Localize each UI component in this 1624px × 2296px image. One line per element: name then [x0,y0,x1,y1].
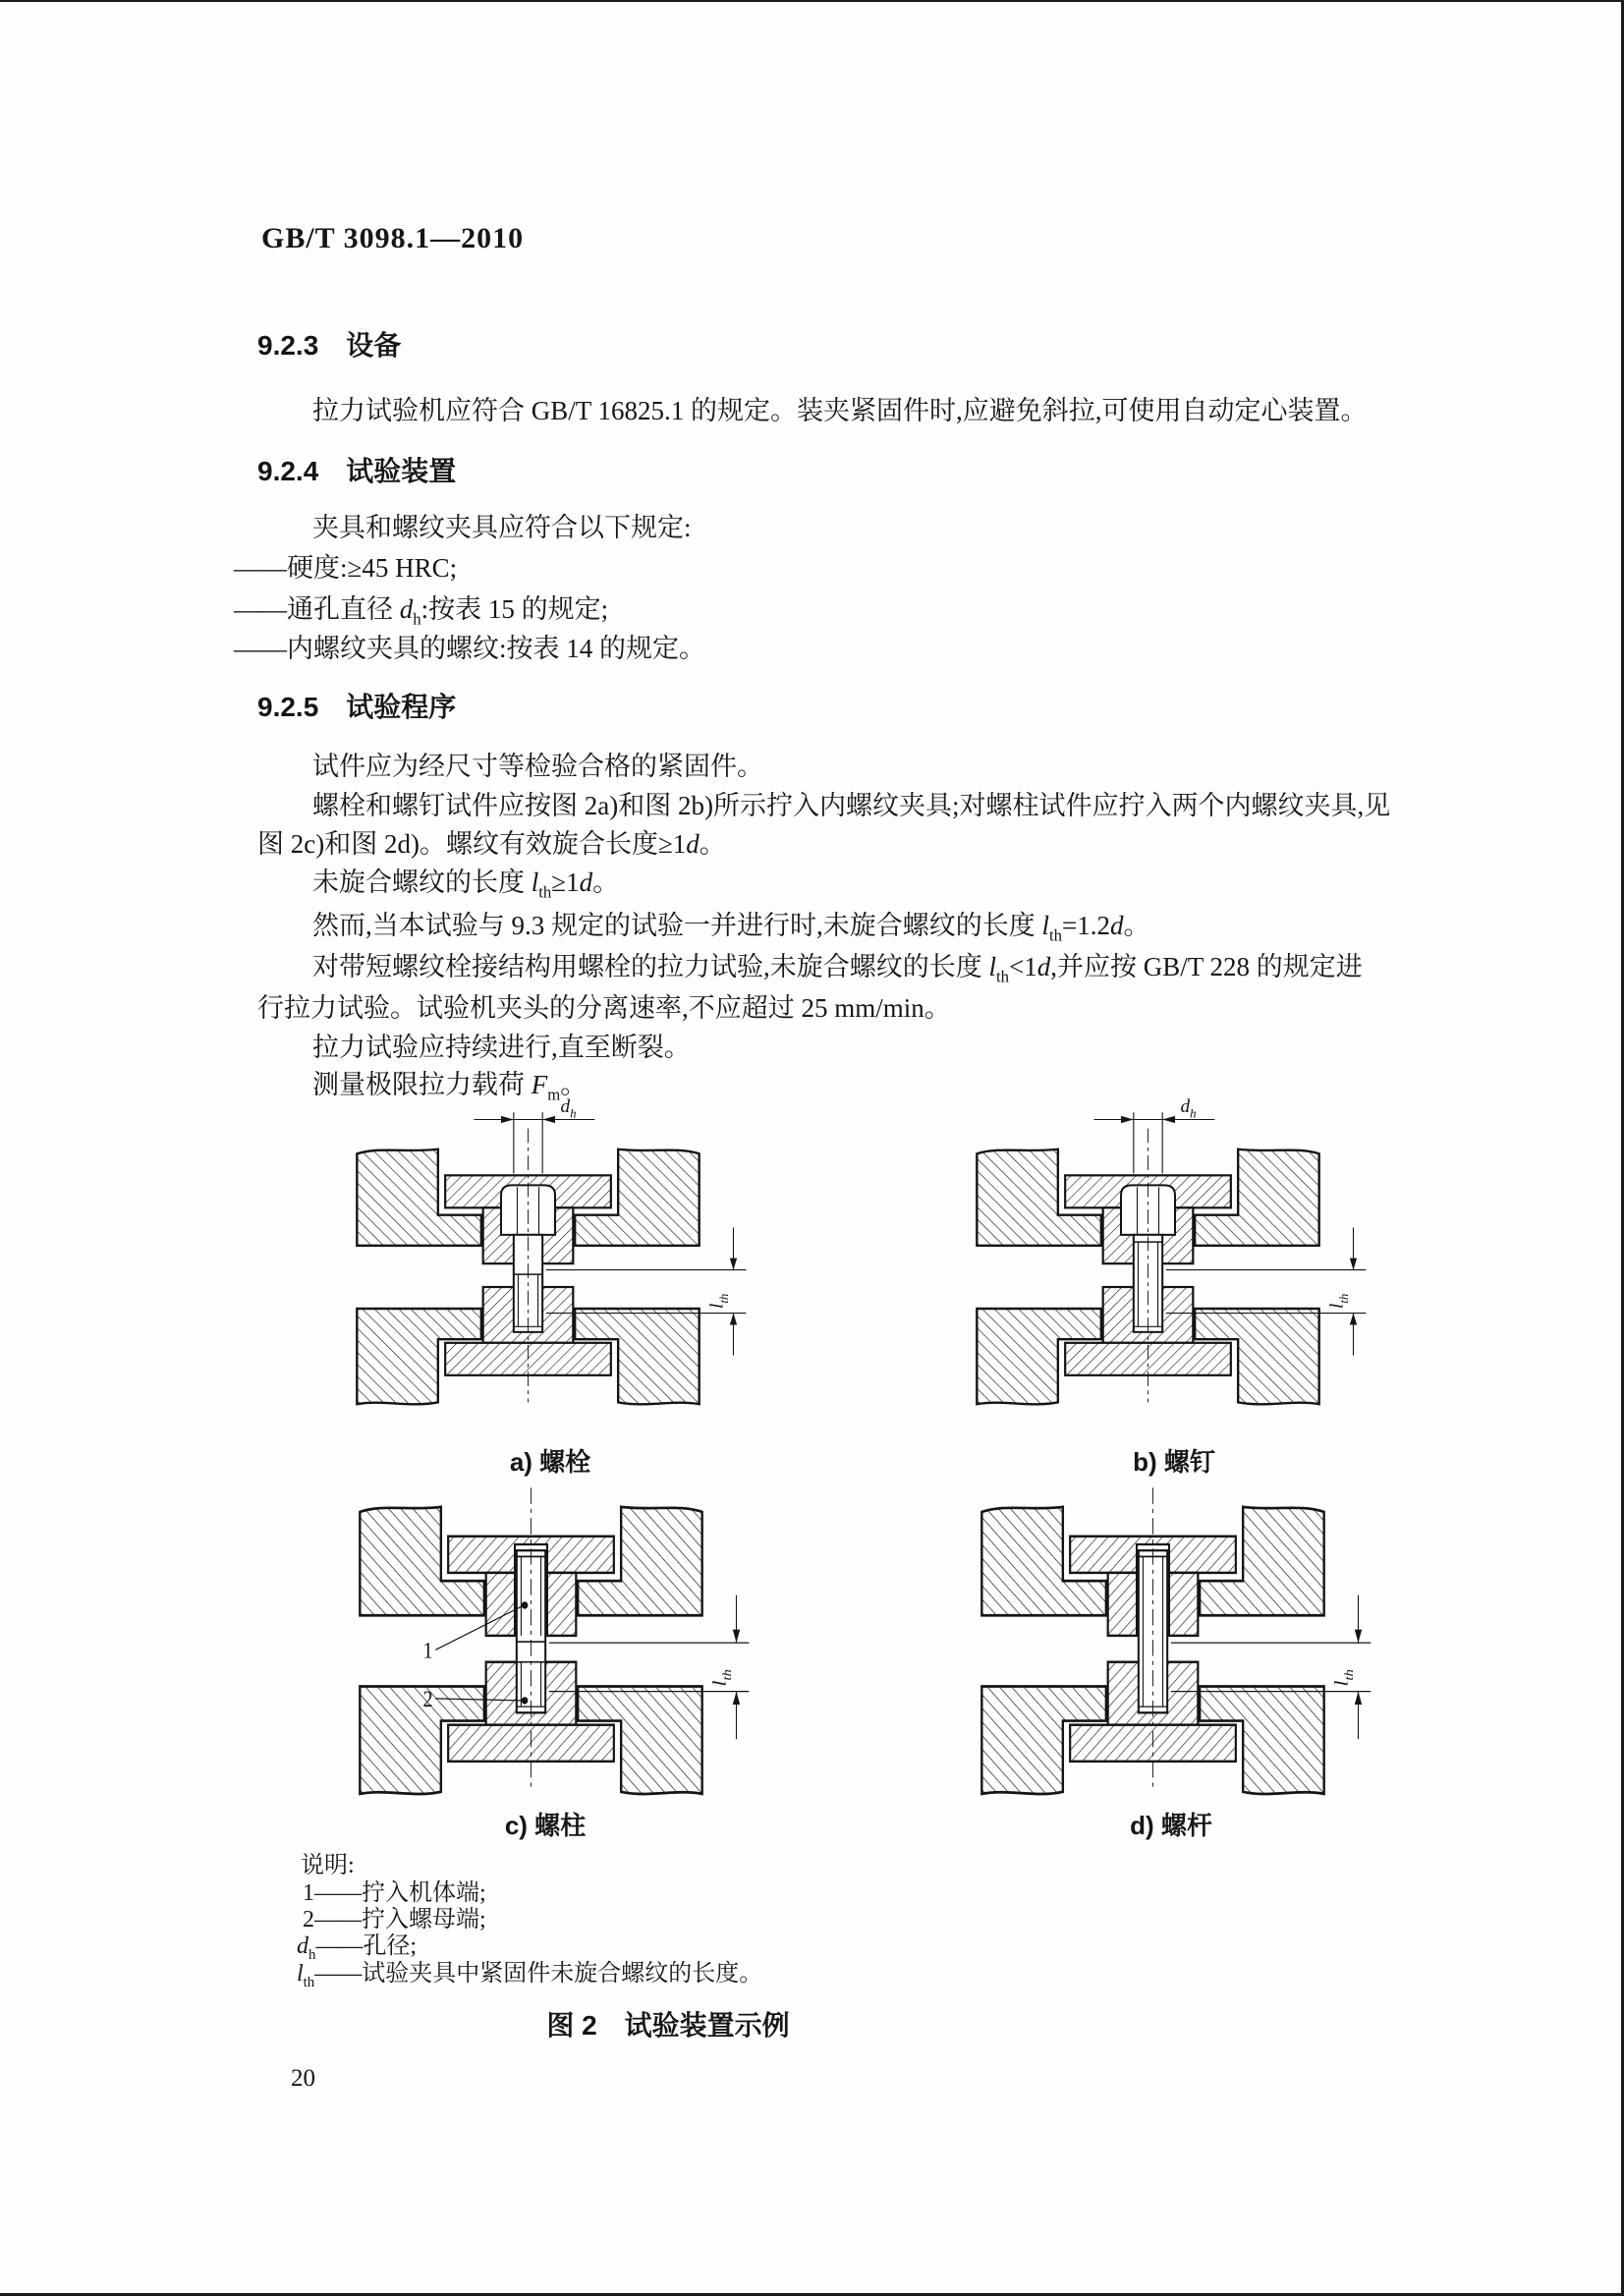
dh-dimension [475,1096,595,1173]
paragraph-line: 试件应为经尺寸等检验合格的紧固件。 [312,752,763,781]
svg-text:dh: $d_h$ [1180,1096,1197,1121]
section-heading-924 [257,450,456,489]
section-title: 试验程序 [346,692,457,722]
section-title: 试验装置 [346,456,457,486]
section-heading-925 [257,686,456,725]
document-code: GB/T 3098.1—2010 [261,222,525,254]
paragraph-923: 拉力试验机应符合 GB/T 16825.1 的规定。装夹紧固件时,应避免斜拉,可使用自动定心装置。 [312,396,1368,425]
svg-text:lth: $l_{th}$ [1326,1293,1351,1309]
figure-panel-d-label: d) 螺杆 [1130,1811,1212,1840]
paragraph-line: 拉力试验应持续进行,直至断裂。 [312,1033,691,1062]
svg-text:2: 2 [422,1687,433,1712]
figure-panel-b-label: b) 螺钉 [1133,1447,1215,1477]
figure-panel-c-label: c) 螺柱 [504,1811,587,1840]
figure-panel-b-diagram [959,1092,1391,1408]
figure-legend-item: $l_{th}——$试验夹具中紧固件未旋合螺纹的长度。 [297,1961,763,1990]
section-title: 设备 [346,330,402,361]
svg-text:lth: $l_{th}$ [706,1293,731,1309]
figure-legend-title: 说明: [301,1853,355,1878]
paragraph-line: 螺栓和螺钉试件应按图 2a)和图 2b)所示拧入内螺纹夹具;对螺柱试件应拧入两个内螺纹夹具,见 [312,791,1391,820]
paragraph-line: 图 2c)和图 2d)。螺纹有效旋合长度≥1d。 [257,829,726,859]
svg-text:lth: $l_{th}$ [709,1669,734,1687]
paragraph-line: 测量极限拉力载荷 $F_m$。 [312,1070,588,1104]
figure-panel-a-label: a) 螺栓 [509,1447,591,1477]
figure-panel-d-diagram [964,1482,1396,1798]
figure-panel-c-diagram [342,1482,774,1798]
list-item: ——内螺纹夹具的螺纹:按表 14 的规定。 [234,634,706,663]
figure-legend-item: 1——拧入机体端; [303,1880,486,1906]
section-number: 9.2.3 [257,330,319,361]
svg-text:1: 1 [422,1638,433,1663]
threaded-rod [1137,1544,1169,1712]
paragraph-line: 对带短螺纹栓接结构用螺栓的拉力试验,未旋合螺纹的长度 $l_{th}<1d$,并应按 GB/T 228 的规定进 [312,952,1363,986]
figure-legend-item: 2——拧入螺母端; [303,1907,486,1932]
list-item: ——硬度:≥45 HRC; [234,553,458,583]
page-number: 20 [291,2065,315,2092]
paragraph-line: 行拉力试验。试验机夹头的分离速率,不应超过 25 mm/min。 [257,993,951,1023]
paragraph-line: 然而,当本试验与 9.3 规定的试验一并进行时,未旋合螺纹的长度 $l_{th}=1.2d$。 [312,911,1150,945]
list-item: ——通孔直径 $d_h$:按表 15 的规定; [234,594,609,629]
svg-text:lth: $l_{th}$ [1331,1669,1356,1687]
paragraph-line: 未旋合螺纹的长度 $l_{th}\ge 1d$。 [312,868,620,902]
section-heading-923 [257,324,401,364]
figure-legend-item: $d_h——$孔径; [297,1933,418,1963]
dh-dimension [1094,1096,1215,1173]
paragraph-924-intro: 夹具和螺纹夹具应符合以下规定: [312,513,692,542]
figure-caption: 图 2 试验装置示例 [546,2010,790,2041]
figure-panel-a-diagram [339,1092,771,1408]
stud [515,1544,547,1712]
svg-text:dh: $d_h$ [560,1096,577,1121]
section-number: 9.2.5 [257,692,319,722]
section-number: 9.2.4 [257,456,319,486]
